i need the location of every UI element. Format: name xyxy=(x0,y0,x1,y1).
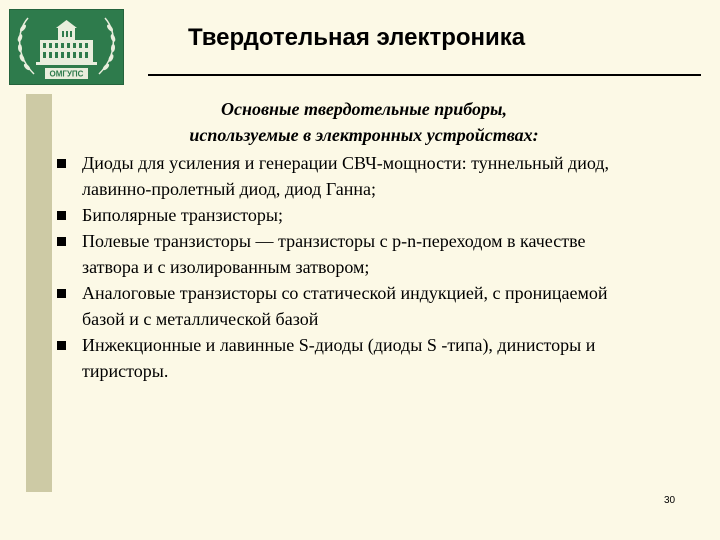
square-bullet-icon xyxy=(57,341,66,350)
square-bullet-icon xyxy=(57,211,66,220)
bullet-list xyxy=(0,150,720,384)
bullet-item-analog-transistors xyxy=(0,280,682,332)
bullet-text-line: Биполярные транзисторы; xyxy=(82,205,284,225)
square-bullet-icon xyxy=(57,159,66,168)
bullet-text-line: затвора и с изолированным затвором; xyxy=(82,257,370,277)
bullet-text-line: Полевые транзисторы — транзисторы с p-n-переходом в качестве xyxy=(82,231,586,251)
bullet-item-diodes xyxy=(0,150,682,202)
subtitle-line: используемые в электронных устройствах: xyxy=(189,125,539,145)
bullet-item-s-diodes xyxy=(0,332,682,384)
university-logo xyxy=(9,9,124,85)
square-bullet-icon xyxy=(57,289,66,298)
bullet-text-line: базой и с металлической базой xyxy=(82,309,319,329)
bullet-item-field-effect-transistors xyxy=(0,228,682,280)
bullet-text-line: лавинно-пролетный диод, диод Ганна; xyxy=(82,179,377,199)
logo-text: ОМГУПС xyxy=(49,69,84,79)
slide-title: Твердотельная электроника xyxy=(188,24,526,51)
building-emblem-icon xyxy=(10,10,123,84)
square-bullet-icon xyxy=(57,237,66,246)
subtitle-line: Основные твердотельные приборы, xyxy=(221,99,507,119)
bullet-text-line: Диоды для усиления и генерации СВЧ-мощности: туннельный диод, xyxy=(82,153,609,173)
bullet-text-line: Инжекционные и лавинные S-диоды (диоды S -типа), динисторы и xyxy=(82,335,596,355)
bullet-item-bipolar-transistors xyxy=(0,202,682,228)
bullet-text-line: Аналоговые транзисторы со статической индукцией, с проницаемой xyxy=(82,283,608,303)
slide-subtitle xyxy=(84,96,644,148)
page-number: 30 xyxy=(664,495,676,506)
title-divider xyxy=(148,74,701,76)
bullet-text-line: тиристоры. xyxy=(82,361,169,381)
